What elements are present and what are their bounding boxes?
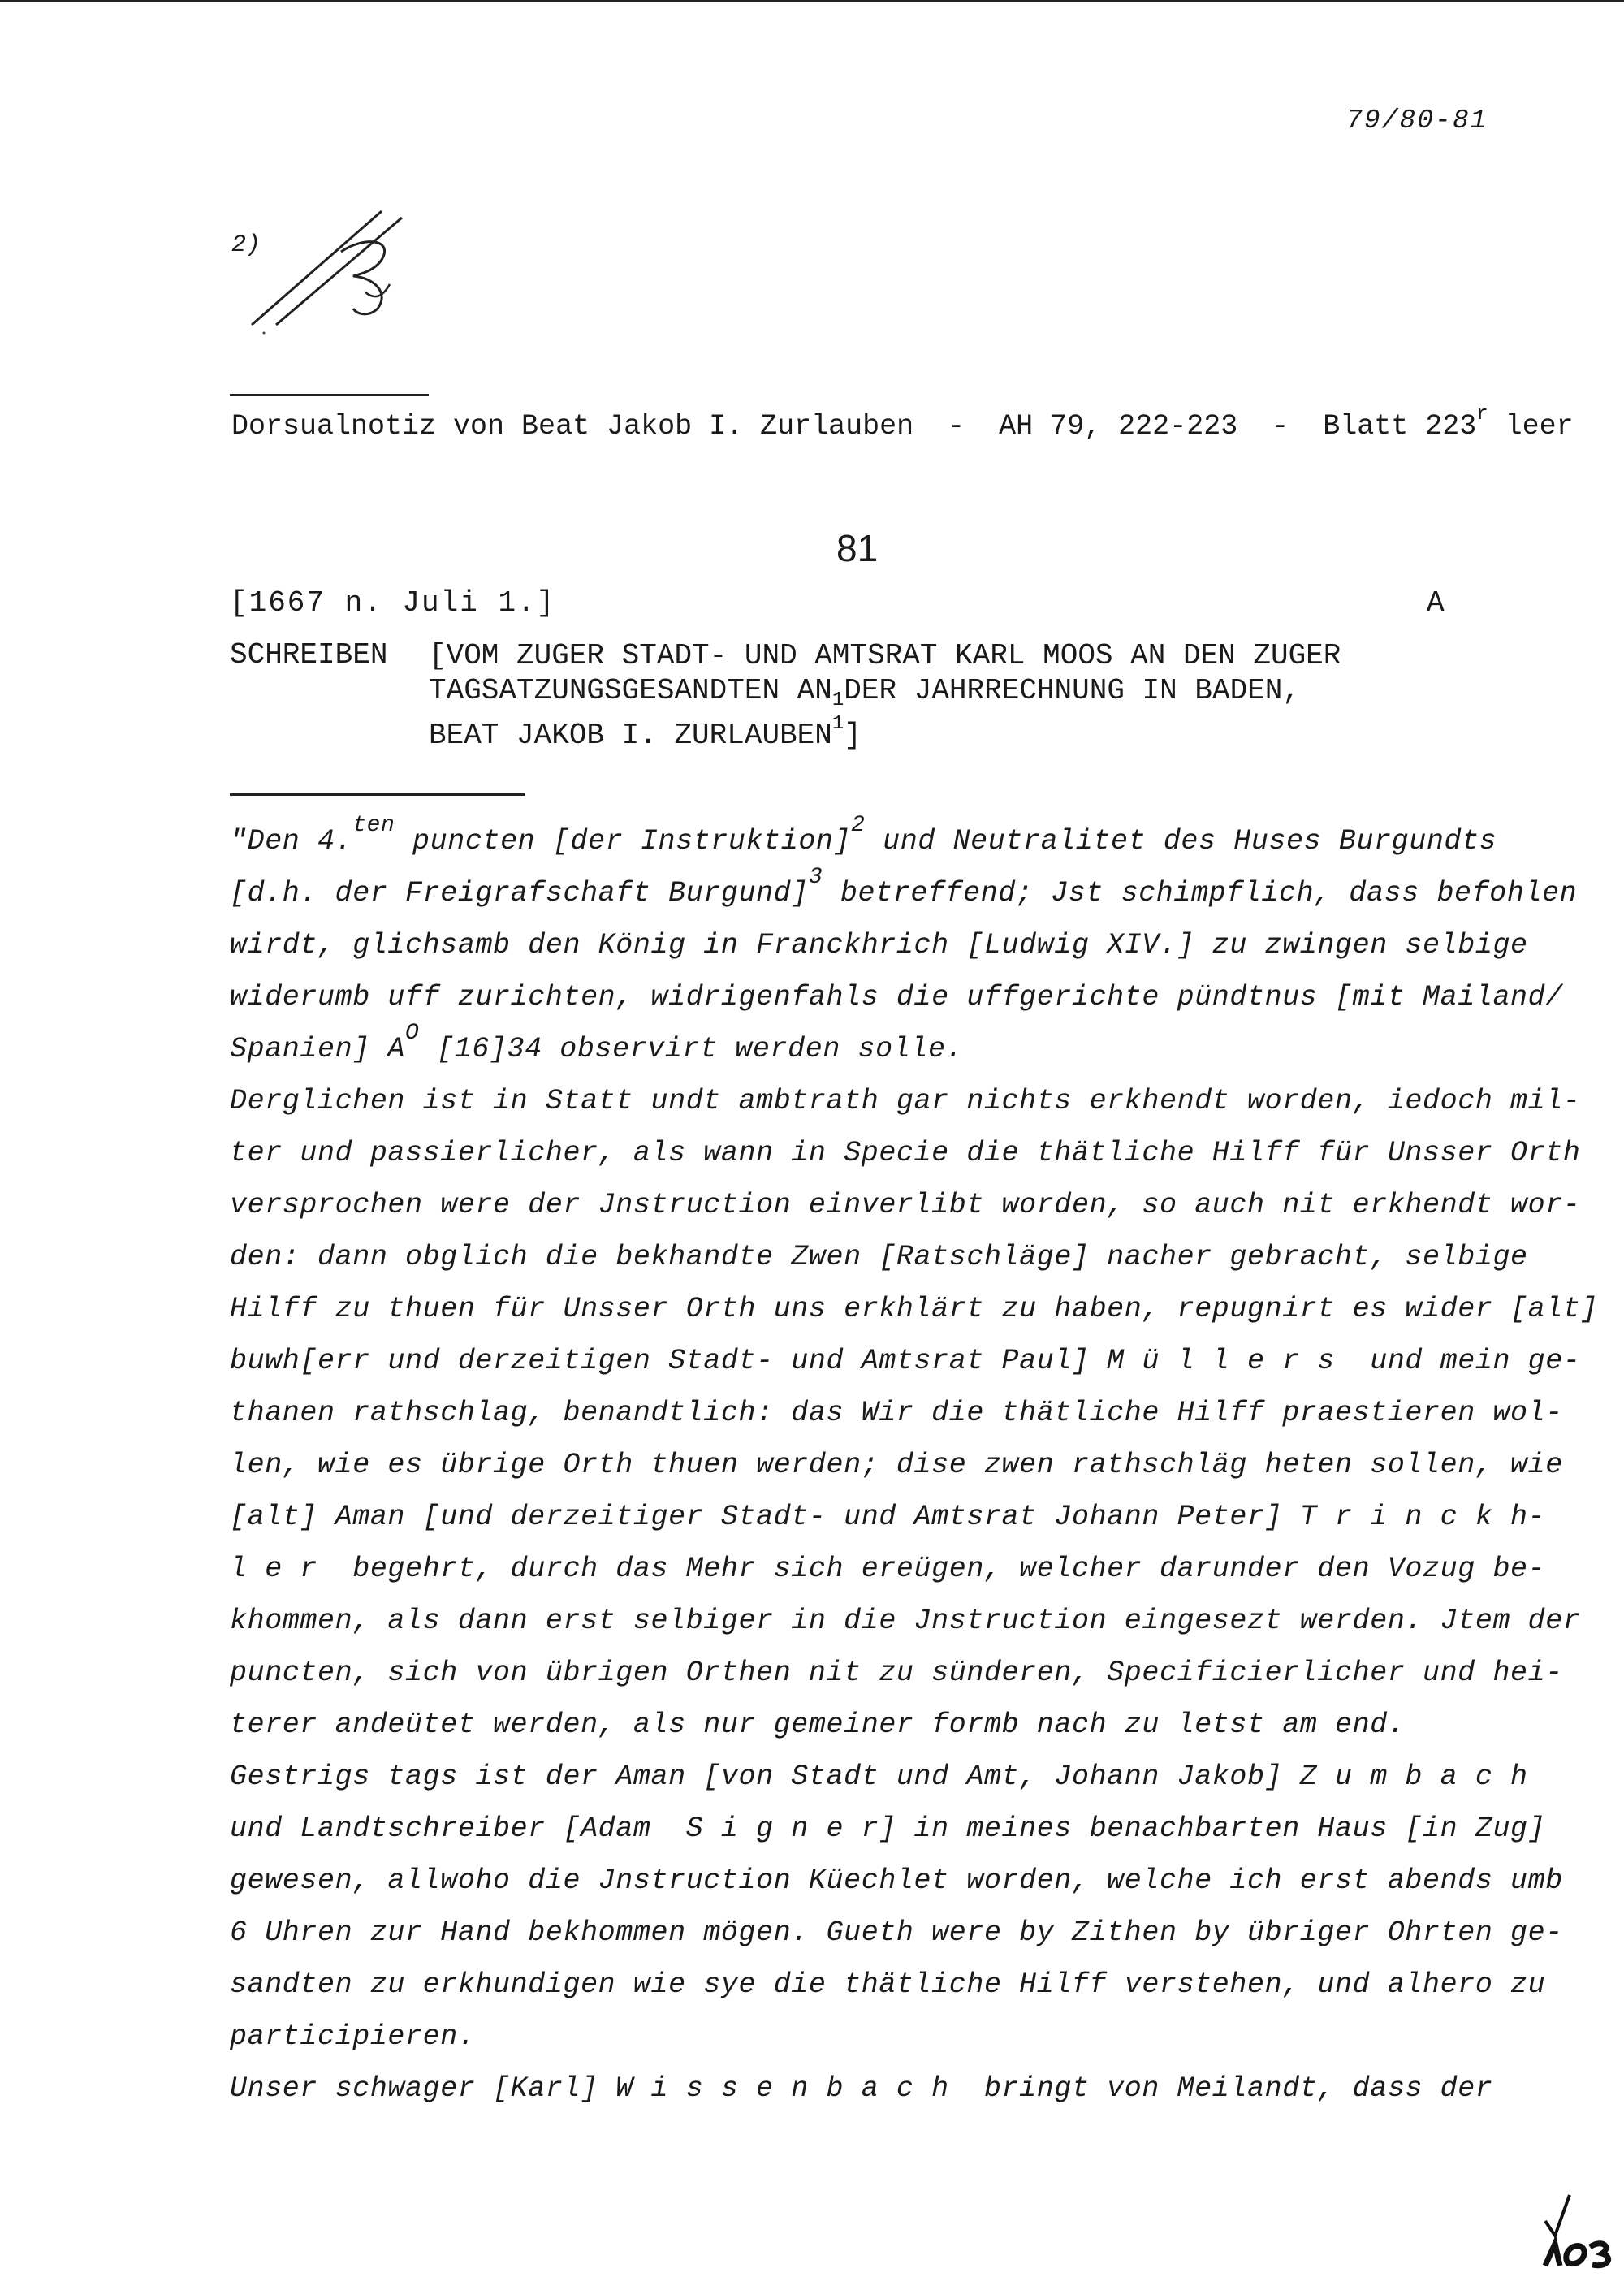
dorsal-note — [231, 404, 1574, 443]
body-line: Derglichen ist in Statt undt ambtrath gar nichts erkhendt worden, iedoch mil- — [230, 1085, 1581, 1117]
body-line: buwh[err und derzeitigen Stadt- und Amtsrat Paul] M ü l l e r s und mein ge- — [230, 1345, 1581, 1377]
handwritten-mark-icon — [244, 203, 430, 341]
body-line: ter und passierlicher, als wann in Specie die thätliche Hilff für Unsser Orth — [230, 1137, 1581, 1169]
body-line: puncten, sich von übrigen Orthen nit zu sünderen, Specificierlicher und hei- — [230, 1657, 1563, 1689]
category-letter: A — [1427, 586, 1445, 620]
title-line: [VOM ZUGER STADT- UND AMTSRAT KARL MOOS AN DEN ZUGER — [429, 639, 1341, 672]
title-line: BEAT JAKOB I. ZURLAUBEN — [429, 719, 832, 753]
body-line: versprochen were der Jnstruction einverlibt worden, so auch nit erkhendt wor- — [230, 1189, 1581, 1221]
superscript: O — [405, 1021, 420, 1046]
body-line: 6 Uhren zur Hand bekhommen mögen. Gueth were by Zithen by übriger Ohrten ge- — [230, 1916, 1563, 1949]
body-line: Unser schwager [Karl] W i s s e n b a c h bringt von Meilandt, dass der — [230, 2072, 1493, 2105]
body-line: terer andeütet werden, als nur gemeiner formb nach zu letst am end. — [230, 1709, 1406, 1741]
folio-stamp-icon — [1537, 2188, 1618, 2270]
body-line — [230, 1023, 1529, 1075]
body-line — [230, 815, 1529, 867]
title-line: TAGSATZUNGSGESANDTEN AN — [429, 674, 832, 707]
body-line: len, wie es übrige Orth thuen werden; dise zwen rathschläg heten sollen, wie — [230, 1449, 1563, 1481]
body-line: participieren. — [230, 2020, 476, 2053]
separator-line — [230, 793, 525, 796]
body-line: widerumb uff zurichten, widrigenfahls die uffgerichte pündtnus [mit Mailand/ — [230, 981, 1563, 1013]
body-line — [230, 865, 1578, 919]
top-border-line — [0, 0, 1624, 2]
body-line: khommen, als dann erst selbiger in die Jnstruction eingesezt werden. Jtem der — [230, 1605, 1581, 1637]
body-line: Hilff zu thuen für Unsser Orth uns erkhlärt zu haben, repugnirt es wider [alt] — [230, 1293, 1599, 1325]
superscript: ten — [352, 813, 395, 838]
body-line: gewesen, allwoho die Jnstruction Küechlet worden, welche ich erst abends umb — [230, 1864, 1563, 1897]
body-text: [d.h. der Freigrafschaft Burgund] — [230, 877, 809, 910]
footnote-marker: 1 — [831, 689, 844, 712]
title-line: DER JAHRRECHNUNG IN BADEN, — [844, 674, 1300, 707]
footnote-marker: 3 — [808, 865, 823, 890]
body-text: [16]34 observirt werden solle. — [419, 1033, 964, 1065]
dorsal-note-suffix: leer — [1488, 410, 1574, 443]
document-title — [429, 638, 1484, 756]
body-line: Gestrigs tags ist der Aman [von Stadt und Amt, Johann Jakob] Z u m b a c h — [230, 1761, 1528, 1793]
separator-line — [230, 394, 429, 396]
body-line: l e r begehrt, durch das Mehr sich ereügen, welcher darunder den Vozug be- — [230, 1553, 1546, 1585]
footnote-marker: 2 — [851, 813, 866, 838]
body-line: und Landtschreiber [Adam S i g n e r] in meines benachbarten Haus [in Zug] — [230, 1813, 1546, 1845]
date-line: [1667 n. Juli 1.] — [230, 586, 556, 620]
body-line: [alt] Aman [und derzeitiger Stadt- und Amtsrat Johann Peter] T r i n c k h- — [230, 1501, 1546, 1533]
body-line: den: dann obglich die bekhandte Zwen [Ratschläge] nacher gebracht, selbige — [230, 1241, 1528, 1273]
dorsal-note-text: Dorsualnotiz von Beat Jakob I. Zurlauben - AH 79, 222-223 - Blatt 223 — [231, 410, 1477, 443]
body-text: betreffend; Jst schimpflich, dass befohlen — [823, 877, 1578, 910]
body-text: Spanien] A — [230, 1033, 406, 1065]
title-line: ] — [844, 719, 862, 753]
body-line: sandten zu erkhundigen wie sye die thätliche Hilff verstehen, und alhero zu — [230, 1968, 1546, 2001]
footnote-marker: 1 — [831, 713, 844, 736]
item-number: 2) — [231, 231, 261, 259]
body-text: puncten [der Instruktion] — [395, 825, 852, 858]
body-line: thanen rathschlag, benandtlich: das Wir die thätliche Hilff praestieren wol- — [230, 1397, 1563, 1429]
document-number: 81 — [836, 527, 879, 569]
title-label: SCHREIBEN — [230, 638, 388, 672]
body-line: wirdt, glichsamb den König in Franckhrich [Ludwig XIV.] zu zwingen selbige — [230, 929, 1528, 961]
page-reference: 79/80-81 — [1346, 106, 1488, 136]
body-text: "Den 4. — [230, 825, 353, 858]
transcription-body — [230, 813, 1599, 2115]
dorsal-note-superscript: r — [1476, 404, 1488, 426]
body-text: und Neutralitet des Huses Burgundts — [865, 825, 1497, 858]
